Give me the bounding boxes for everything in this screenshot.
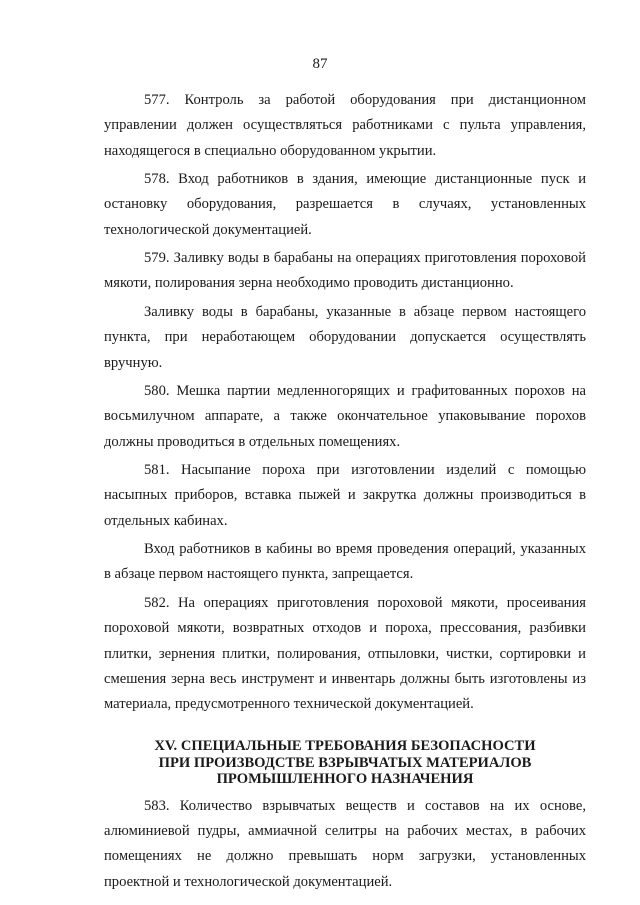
page-number: 87 bbox=[312, 56, 328, 72]
paragraph-579: 579. Заливку воды в барабаны на операциях приготовления пороховой мякоти, полирования зерна необходимо проводить дистанционно. bbox=[104, 250, 586, 292]
section-heading-line: XV. СПЕЦИАЛЬНЫЕ ТРЕБОВАНИЯ БЕЗОПАСНОСТИ bbox=[154, 738, 536, 755]
paragraph-580: 580. Мешка партии медленногорящих и графитованных порохов на восьмилучном аппарате, а также окончательное упаковывание порохов должны проводиться в отдельных помещениях. bbox=[104, 383, 586, 450]
paragraph-581: 581. Насыпание пороха при изготовлении изделий с помощью насыпных приборов, вставка пыжей и закрутка должны производиться в отдельных кабинах. bbox=[104, 462, 586, 529]
section-heading bbox=[104, 738, 586, 787]
document-body bbox=[104, 88, 586, 895]
paragraph-583: 583. Количество взрывчатых веществ и составов на их основе, алюминиевой пудры, аммиачной селитры на рабочих местах, в рабочих помещениях не должно превышать норм загрузки, установленных проектной и технологической документацией. bbox=[104, 797, 586, 890]
paragraph-577: 577. Контроль за работой оборудования при дистанционном управлении должен осуществляться работниками с пульта управления, находящегося в специально оборудованном укрытии. bbox=[104, 92, 586, 159]
section-heading-line: ПРОМЫШЛЕННОГО НАЗНАЧЕНИЯ bbox=[216, 771, 474, 788]
section-heading-line: ПРИ ПРОИЗВОДСТВЕ ВЗРЫВЧАТЫХ МАТЕРИАЛОВ bbox=[158, 754, 532, 771]
paragraph-579-part-2: Заливку воды в барабаны, указанные в абзаце первом настоящего пункта, при неработающем оборудовании допускается осуществлять вручную. bbox=[104, 303, 586, 371]
paragraph-582: 582. На операциях приготовления пороховой мякоти, просеивания пороховой мякоти, возвратных отходов и пороха, прессования, разбивки плитки, зернения плитки, полирования, отпыловки, чистки, сортировки и смешения зерна весь инструмент и инвентарь должны быть изготовлены из материала, предусмотренного технической документацией. bbox=[104, 594, 586, 713]
paragraph-581-part-2: Вход работников в кабины во время проведения операций, указанных в абзаце первом настоящего пункта, запрещается. bbox=[104, 541, 586, 583]
paragraph-578: 578. Вход работников в здания, имеющие дистанционные пуск и остановку оборудования, разрешается в случаях, установленных технологической документацией. bbox=[104, 171, 586, 238]
